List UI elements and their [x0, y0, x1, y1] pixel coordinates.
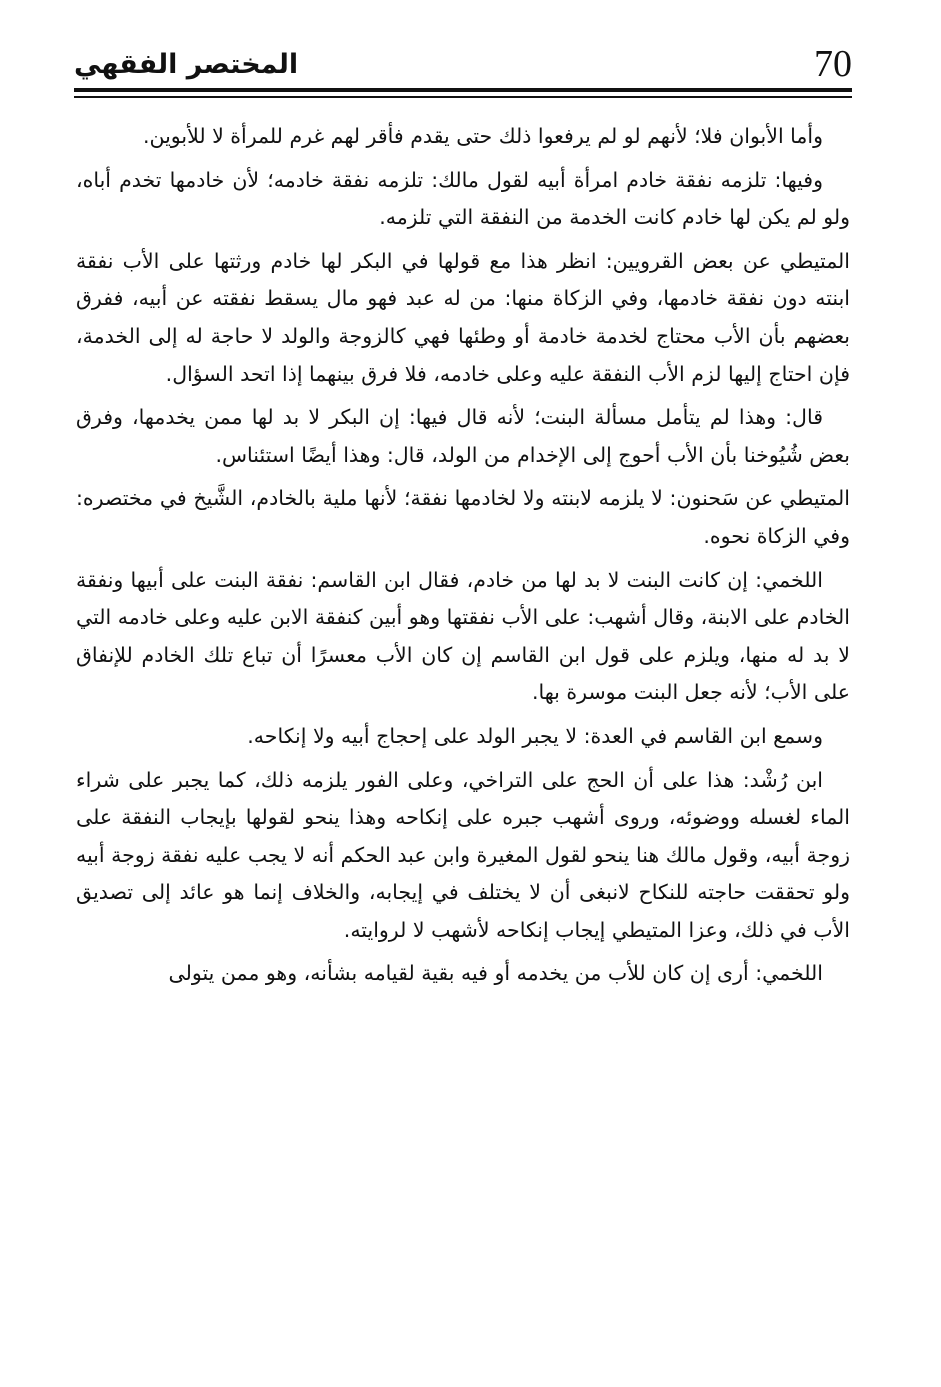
- paragraph: المتيطي عن سَحنون: لا يلزمه لابنته ولا لخادمها نفقة؛ لأنها ملية بالخادم، الشَّيخ في مختصره: وفي الزكاة نحوه.: [76, 486, 850, 548]
- page-number: 70: [814, 43, 852, 85]
- paragraph: قال: وهذا لم يتأمل مسألة البنت؛ لأنه قال فيها: إن البكر لا بد لها ممن يخدمها، وفرق بعض شُيُوخنا بأن الأب أحوج إلى الإخدام من الولد، قال: وهذا أيضًا استئناس.: [76, 405, 850, 467]
- paragraph: اللخمي: إن كانت البنت لا بد لها من خادم، فقال ابن القاسم: نفقة البنت على أبيها ونفقة الخادم على الابنة، وقال أشهب: على الأب نفقتها وهو أبين كنفقة الابن عليه وعلى خادمه التي لا بد له منها، ويلزم على قول ابن القاسم إن كان الأب معسرًا أن تباع تلك الخادم للإنفاق على الأب؛ لأنه جعل البنت موسرة بها.: [76, 567, 850, 705]
- paragraph: ابن رُشْد: هذا على أن الحج على التراخي، وعلى الفور يلزمه ذلك، كما يجبر على شراء الماء لغسله ووضوئه، وروى أشهب جبره على إنكاحه وهذا ينحو لقولها بإيجاب النفقة على زوجة أبيه، وقول مالك هنا ينحو لقول المغيرة وابن عبد الحكم أنه لا يجب عليه نفقة زوجة أبيه ولو تحققت حاجته للنكاح لانبغى أن لا يختلف في إيجابه، والخلاف إنما هو عائد إلى تصديق الأب في ذلك، وعزا المتيطي إيجاب إنكاحه لأشهب لا لروايته.: [76, 767, 850, 942]
- header-rule-thick: [74, 88, 852, 92]
- paragraph: وفيها: تلزمه نفقة خادم امرأة أبيه لقول مالك: تلزمه نفقة خادمه؛ لأن خادمها تخدم أباه، ولو لم يكن لها خادم كانت الخدمة من النفقة التي تلزمه.: [76, 167, 850, 230]
- paragraph: وسمع ابن القاسم في العدة: لا يجبر الولد على إحجاج أبيه ولا إنكاحه.: [247, 723, 823, 748]
- header-rule-thin: [74, 96, 852, 98]
- page-header: [74, 38, 852, 94]
- body-text: [76, 118, 850, 999]
- paragraph: المتيطي عن بعض القرويين: انظر هذا مع قولها في البكر لها خادم ورثتها على الأب نفقة ابنته دون نفقة خادمها، وفي الزكاة منها: من له عبد فهو مال يسقط نفقته عن أبيه، ففرق بعضهم بأن الأب محتاج لخدمة خادمة أو وطئها فهي كالزوجة والولد لا حاجة له إلى الخدمة، فإن احتاج إليها لزم الأب النفقة عليه وعلى خادمه، فلا فرق بينهما إذا اتحد السؤال.: [76, 248, 850, 386]
- paragraph: اللخمي: أرى إن كان للأب من يخدمه أو فيه بقية لقيامه بشأنه، وهو ممن يتولى: [168, 961, 823, 986]
- running-title: المختصر الفقهي: [74, 49, 299, 80]
- paragraph: وأما الأبوان فلا؛ لأنهم لو لم يرفعوا ذلك حتى يقدم فأقر لهم غرم للمرأة لا للأبوين.: [142, 124, 823, 148]
